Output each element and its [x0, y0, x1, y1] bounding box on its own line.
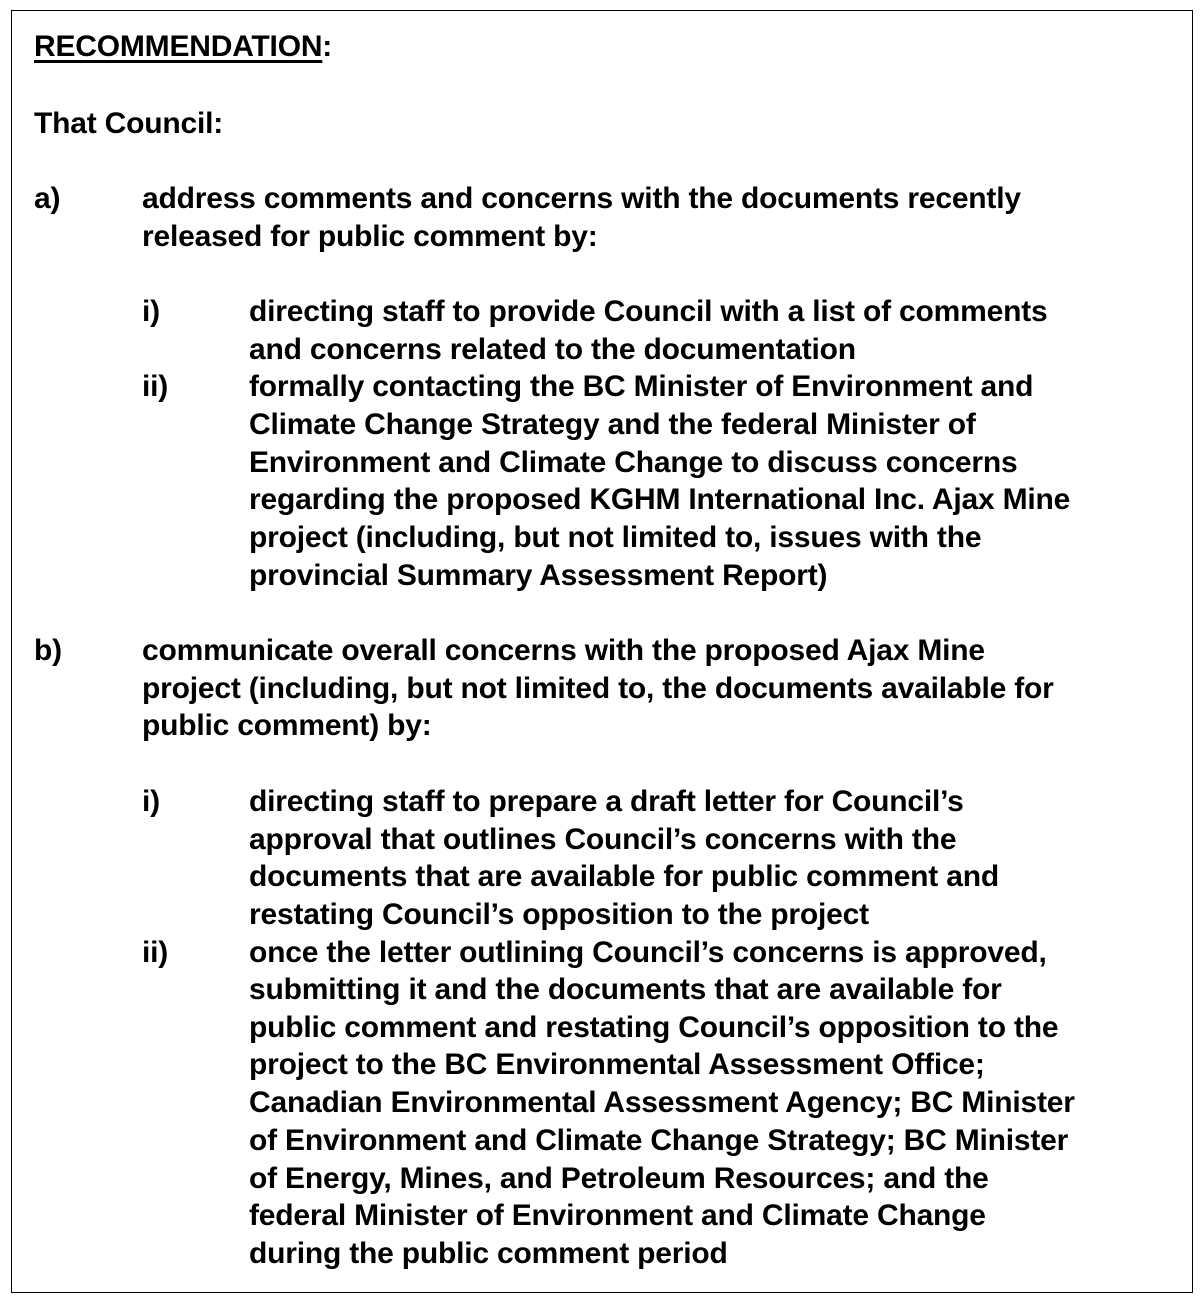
item-b-i-line: directing staff to prepare a draft letter for Council’s: [249, 785, 964, 818]
item-b-ii-line: submitting it and the documents that are available for: [249, 973, 1002, 1006]
item-b-line: communicate overall concerns with the proposed Ajax Mine: [142, 634, 985, 667]
intro-text: That Council:: [34, 107, 224, 140]
item-a-ii-line: provincial Summary Assessment Report): [249, 559, 828, 592]
item-b-ii-line: once the letter outlining Council’s concerns is approved,: [249, 936, 1047, 969]
item-b-ii-line: of Energy, Mines, and Petroleum Resources; and the: [249, 1162, 989, 1195]
item-a-ii-line: formally contacting the BC Minister of Environment and: [249, 370, 1034, 403]
item-a-ii-marker: ii): [142, 370, 169, 403]
item-a-marker: a): [34, 182, 61, 215]
item-a-ii-line: Environment and Climate Change to discuss concerns: [249, 446, 1018, 479]
heading-colon: :: [322, 30, 333, 63]
item-b-i-line: documents that are available for public comment and: [249, 860, 999, 893]
item-b-ii-marker: ii): [142, 936, 169, 969]
item-a-i-marker: i): [142, 295, 160, 328]
item-b-ii-line: during the public comment period: [249, 1237, 728, 1270]
item-a-line: released for public comment by:: [142, 220, 598, 253]
item-b-i-marker: i): [142, 785, 160, 818]
recommendation-heading: [34, 28, 332, 66]
item-b-line: public comment) by:: [142, 709, 432, 742]
item-b-ii-line: Canadian Environmental Assessment Agency; BC Minister: [249, 1086, 1075, 1119]
item-a-ii-line: Climate Change Strategy and the federal Minister of: [249, 408, 976, 441]
item-a-i-line: directing staff to provide Council with a list of comments: [249, 295, 1048, 328]
item-b-ii-line: federal Minister of Environment and Climate Change: [249, 1199, 986, 1232]
item-a-ii-line: project (including, but not limited to, issues with the: [249, 521, 982, 554]
item-b-line: project (including, but not limited to, the documents available for: [142, 672, 1054, 705]
item-b-i-line: approval that outlines Council’s concerns with the: [249, 823, 957, 856]
item-b-ii-line: of Environment and Climate Change Strategy; BC Minister: [249, 1124, 1069, 1157]
item-b-marker: b): [34, 634, 62, 667]
item-a-ii-line: regarding the proposed KGHM International Inc. Ajax Mine: [249, 483, 1071, 516]
item-b-ii-line: public comment and restating Council’s opposition to the: [249, 1011, 1059, 1044]
item-a-i-line: and concerns related to the documentation: [249, 333, 856, 366]
item-a-line: address comments and concerns with the documents recently: [142, 182, 1021, 215]
heading-title: RECOMMENDATION: [34, 30, 323, 63]
item-b-ii-line: project to the BC Environmental Assessment Office;: [249, 1048, 985, 1081]
item-b-i-line: restating Council’s opposition to the project: [249, 898, 869, 931]
